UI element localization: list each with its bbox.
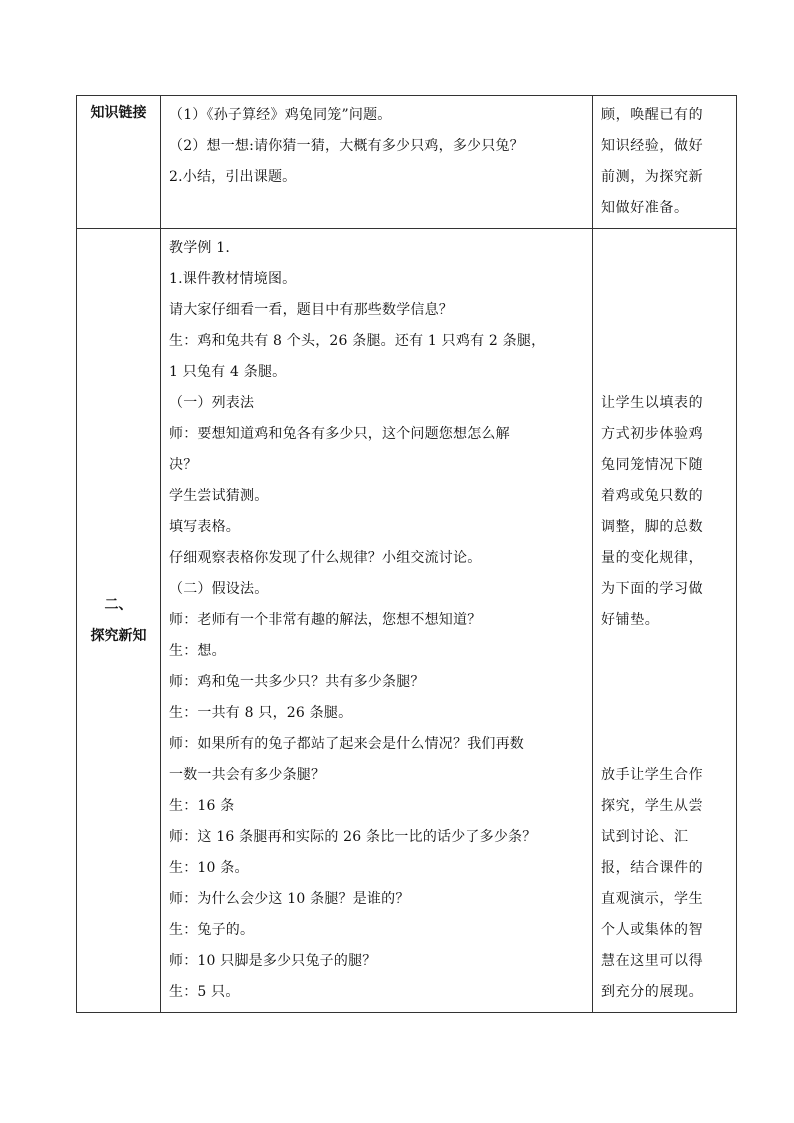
content-line: 生：鸡和兔共有 8 个头，26 条腿。还有 1 只鸡有 2 条腿， xyxy=(169,333,546,349)
note-line: 方式初步体验鸡 xyxy=(601,426,704,442)
note-line: 让学生以填表的 xyxy=(601,395,704,411)
content-line: 生：兔子的。 xyxy=(169,922,255,938)
content-line: 填写表格。 xyxy=(169,519,240,535)
content-line: （一）列表法 xyxy=(169,395,255,411)
content-line: 师：为什么会少这 10 条腿？是谁的？ xyxy=(169,891,410,907)
content-line: （2）想一想:请你猜一猜，大概有多少只鸡，多少只兔？ xyxy=(169,138,524,154)
note-line: 个人或集体的智 xyxy=(601,922,704,938)
content-line: 一数一共会有多少条腿？ xyxy=(169,767,326,783)
note-line: 知识经验，做好 xyxy=(601,138,704,154)
note-line: 探究，学生从尝 xyxy=(601,798,704,814)
content-line: 师：鸡和兔一共多少只？共有多少条腿？ xyxy=(169,674,425,690)
note-line: 知做好准备。 xyxy=(601,200,689,216)
content-line: 学生尝试猜测。 xyxy=(169,488,269,504)
content-line: 生：16 条 xyxy=(169,798,235,814)
note-line: 试到讨论、汇 xyxy=(601,829,689,845)
content-line: 生：想。 xyxy=(169,643,226,659)
note-line: 量的变化规律， xyxy=(601,550,704,566)
content-line: 生：一共有 8 只，26 条腿。 xyxy=(169,705,353,721)
teaching-content-cell xyxy=(161,229,593,1013)
content-line: 2.小结，引出课题。 xyxy=(169,169,297,185)
note-line: 放手让学生合作 xyxy=(601,767,704,783)
row-header-label: 知识链接 xyxy=(90,105,147,121)
content-line: 仔细观察表格你发现了什么规律？小组交流讨论。 xyxy=(169,550,482,566)
teaching-content-cell xyxy=(161,96,593,229)
content-line: 决？ xyxy=(169,457,198,473)
content-line: 请大家仔细看一看，题目中有那些数学信息？ xyxy=(169,302,453,318)
content-line: 师：老师有一个非常有趣的解法，您想不想知道？ xyxy=(169,612,482,628)
note-line: 调整，脚的总数 xyxy=(601,519,704,535)
note-line: 直观演示，学生 xyxy=(601,891,704,907)
note-line: 报，结合课件的 xyxy=(601,860,704,876)
content-line: 师：10 只脚是多少只兔子的腿？ xyxy=(169,953,377,969)
content-line: 师：要想知道鸡和兔各有多少只，这个问题您想怎么解 xyxy=(169,426,510,442)
note-line: 好铺垫。 xyxy=(601,612,660,628)
note-line: 到充分的展现。 xyxy=(601,984,704,1000)
note-line: 慧在这里可以得 xyxy=(601,953,704,969)
content-line: 1.课件教材情境图。 xyxy=(169,271,297,287)
table-row-explore-new-knowledge xyxy=(77,229,737,1013)
lesson-plan-table xyxy=(76,95,737,1013)
note-line: 为下面的学习做 xyxy=(601,581,704,597)
row-header-label: 探究新知 xyxy=(90,627,147,644)
content-line: 教学例 1. xyxy=(169,240,231,256)
design-intent-cell xyxy=(593,96,737,229)
note-line: 顾，唤醒已有的 xyxy=(601,107,704,123)
table-row-knowledge-link xyxy=(77,96,737,229)
design-intent-cell xyxy=(593,229,737,1013)
content-line: 师：这 16 条腿再和实际的 26 条比一比的话少了多少条？ xyxy=(169,829,537,845)
row-header-knowledge-link xyxy=(77,96,161,229)
row-header-number: 二、 xyxy=(104,596,133,613)
content-line: 生：10 条。 xyxy=(169,860,249,876)
note-line: 着鸡或兔只数的 xyxy=(601,488,704,504)
content-line: （1）《孙子算经》鸡兔同笼”问题。 xyxy=(169,107,392,123)
content-line: （二）假设法。 xyxy=(169,581,269,597)
note-line: 兔同笼情况下随 xyxy=(601,457,704,473)
content-line: 生：5 只。 xyxy=(169,984,240,1000)
content-line: 1 只兔有 4 条腿。 xyxy=(169,364,287,380)
note-line: 前测，为探究新 xyxy=(601,169,704,185)
content-line: 师：如果所有的兔子都站了起来会是什么情况？我们再数 xyxy=(169,736,524,752)
row-header-explore xyxy=(77,229,161,1013)
